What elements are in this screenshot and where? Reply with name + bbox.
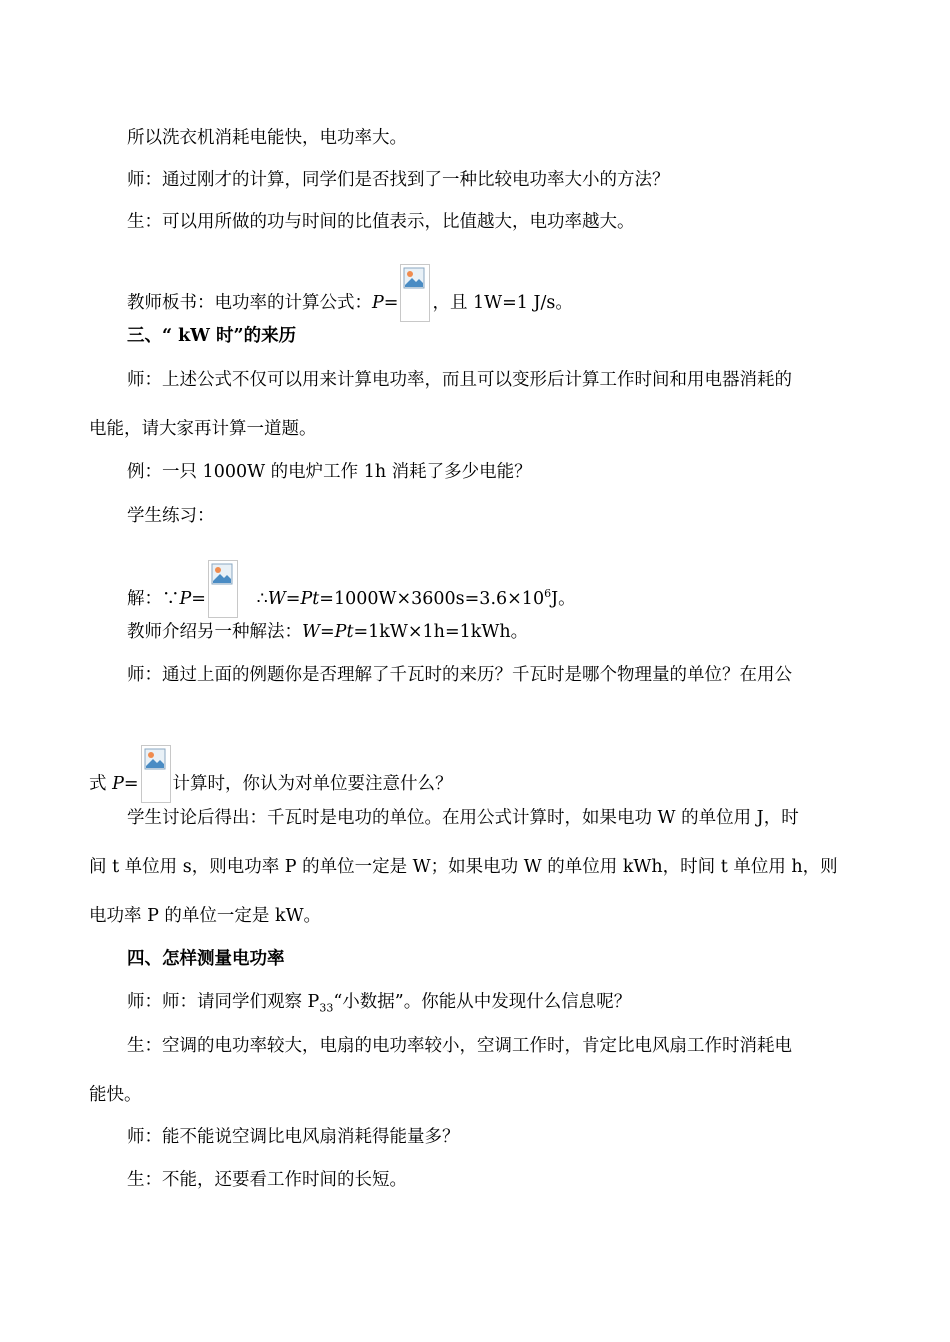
formula-image-placeholder <box>400 264 430 322</box>
paragraph <box>127 990 631 1014</box>
text-span: =1000W×3600s=3.6×10 <box>319 589 545 609</box>
text-span: =1kW×1h=1kWh。 <box>353 622 529 642</box>
paragraph: 例：一只 1000W 的电炉工作 1h 消耗了多少电能？ <box>127 462 532 482</box>
math-op: = <box>383 293 399 313</box>
text-span: 教师板书：电功率的计算公式： <box>127 293 372 313</box>
paragraph-continuation: 电能，请大家再计算一道题。 <box>89 419 317 439</box>
paragraph: 生：空调的电功率较大，电扇的电功率较小，空调工作时，肯定比电风扇工作时消耗电 <box>127 1036 792 1056</box>
text-span: ，且 1W=1 J/s。 <box>432 293 573 313</box>
math-var: P <box>179 589 192 609</box>
broken-image-icon <box>144 748 166 770</box>
math-var: W <box>302 622 320 642</box>
text-span: J。 <box>551 589 576 609</box>
paragraph: 生：不能，还要看工作时间的长短。 <box>127 1170 407 1190</box>
solution-paragraph <box>127 560 576 618</box>
paragraph: 学生讨论后得出：千瓦时是电功的单位。在用公式计算时，如果电功 W 的单位用 J，时 <box>127 808 799 828</box>
exponent: 6 <box>544 587 552 601</box>
therefore-symbol: ∴ <box>256 589 268 609</box>
paragraph-continuation: 能快。 <box>89 1085 142 1105</box>
paragraph: 生：可以用所做的功与时间的比值表示，比值越大，电功率越大。 <box>127 212 635 232</box>
subscript: 33 <box>319 1001 334 1015</box>
paragraph-continuation: 电功率 P 的单位一定是 kW。 <box>89 906 322 926</box>
paragraph: 师：通过刚才的计算，同学们是否找到了一种比较电功率大小的方法？ <box>127 170 670 190</box>
broken-image-icon <box>211 563 233 585</box>
paragraph: 师：通过上面的例题你是否理解了千瓦时的来历？千瓦时是哪个物理量的单位？在用公 <box>127 665 792 685</box>
text-span: “小数据”。你能从中发现什么信息呢？ <box>333 992 632 1012</box>
paragraph-continuation: 间 t 单位用 s，则电功率 P 的单位一定是 W；如果电功 W 的单位用 kWh，时间 t 单位用 h，则 <box>89 857 838 877</box>
section-heading: 三、“ kW 时”的来历 <box>127 326 297 346</box>
text-span: 教师介绍另一种解法： <box>127 622 302 642</box>
paragraph <box>127 620 528 644</box>
formula-image-placeholder <box>208 560 238 618</box>
math-var: W <box>267 589 286 609</box>
paragraph: 所以洗衣机消耗电能快，电功率大。 <box>127 128 407 148</box>
text-span: 计算时，你认为对单位要注意什么？ <box>172 774 453 794</box>
paragraph: 师：能不能说空调比电风扇消耗得能量多？ <box>127 1127 460 1147</box>
text-span: 师：师：请同学们观察 P <box>127 992 320 1012</box>
formula-paragraph-continuation <box>89 745 453 803</box>
text-span: 解：∵ <box>127 589 180 609</box>
paragraph: 学生练习： <box>127 506 215 526</box>
formula-paragraph <box>127 264 573 322</box>
math-var: Pt <box>334 622 354 642</box>
math-var: P <box>112 774 124 794</box>
math-op: = <box>320 622 335 642</box>
math-op: = <box>191 589 206 609</box>
paragraph: 师：上述公式不仅可以用来计算电功率，而且可以变形后计算工作时间和用电器消耗的 <box>127 370 792 390</box>
broken-image-icon <box>403 267 425 289</box>
math-op: = <box>285 589 301 609</box>
math-op: = <box>123 774 139 794</box>
text-span: 式 <box>89 774 113 794</box>
math-var: Pt <box>300 589 320 609</box>
math-var: P <box>372 293 384 313</box>
formula-image-placeholder <box>141 745 171 803</box>
section-heading: 四、怎样测量电功率 <box>127 949 285 969</box>
